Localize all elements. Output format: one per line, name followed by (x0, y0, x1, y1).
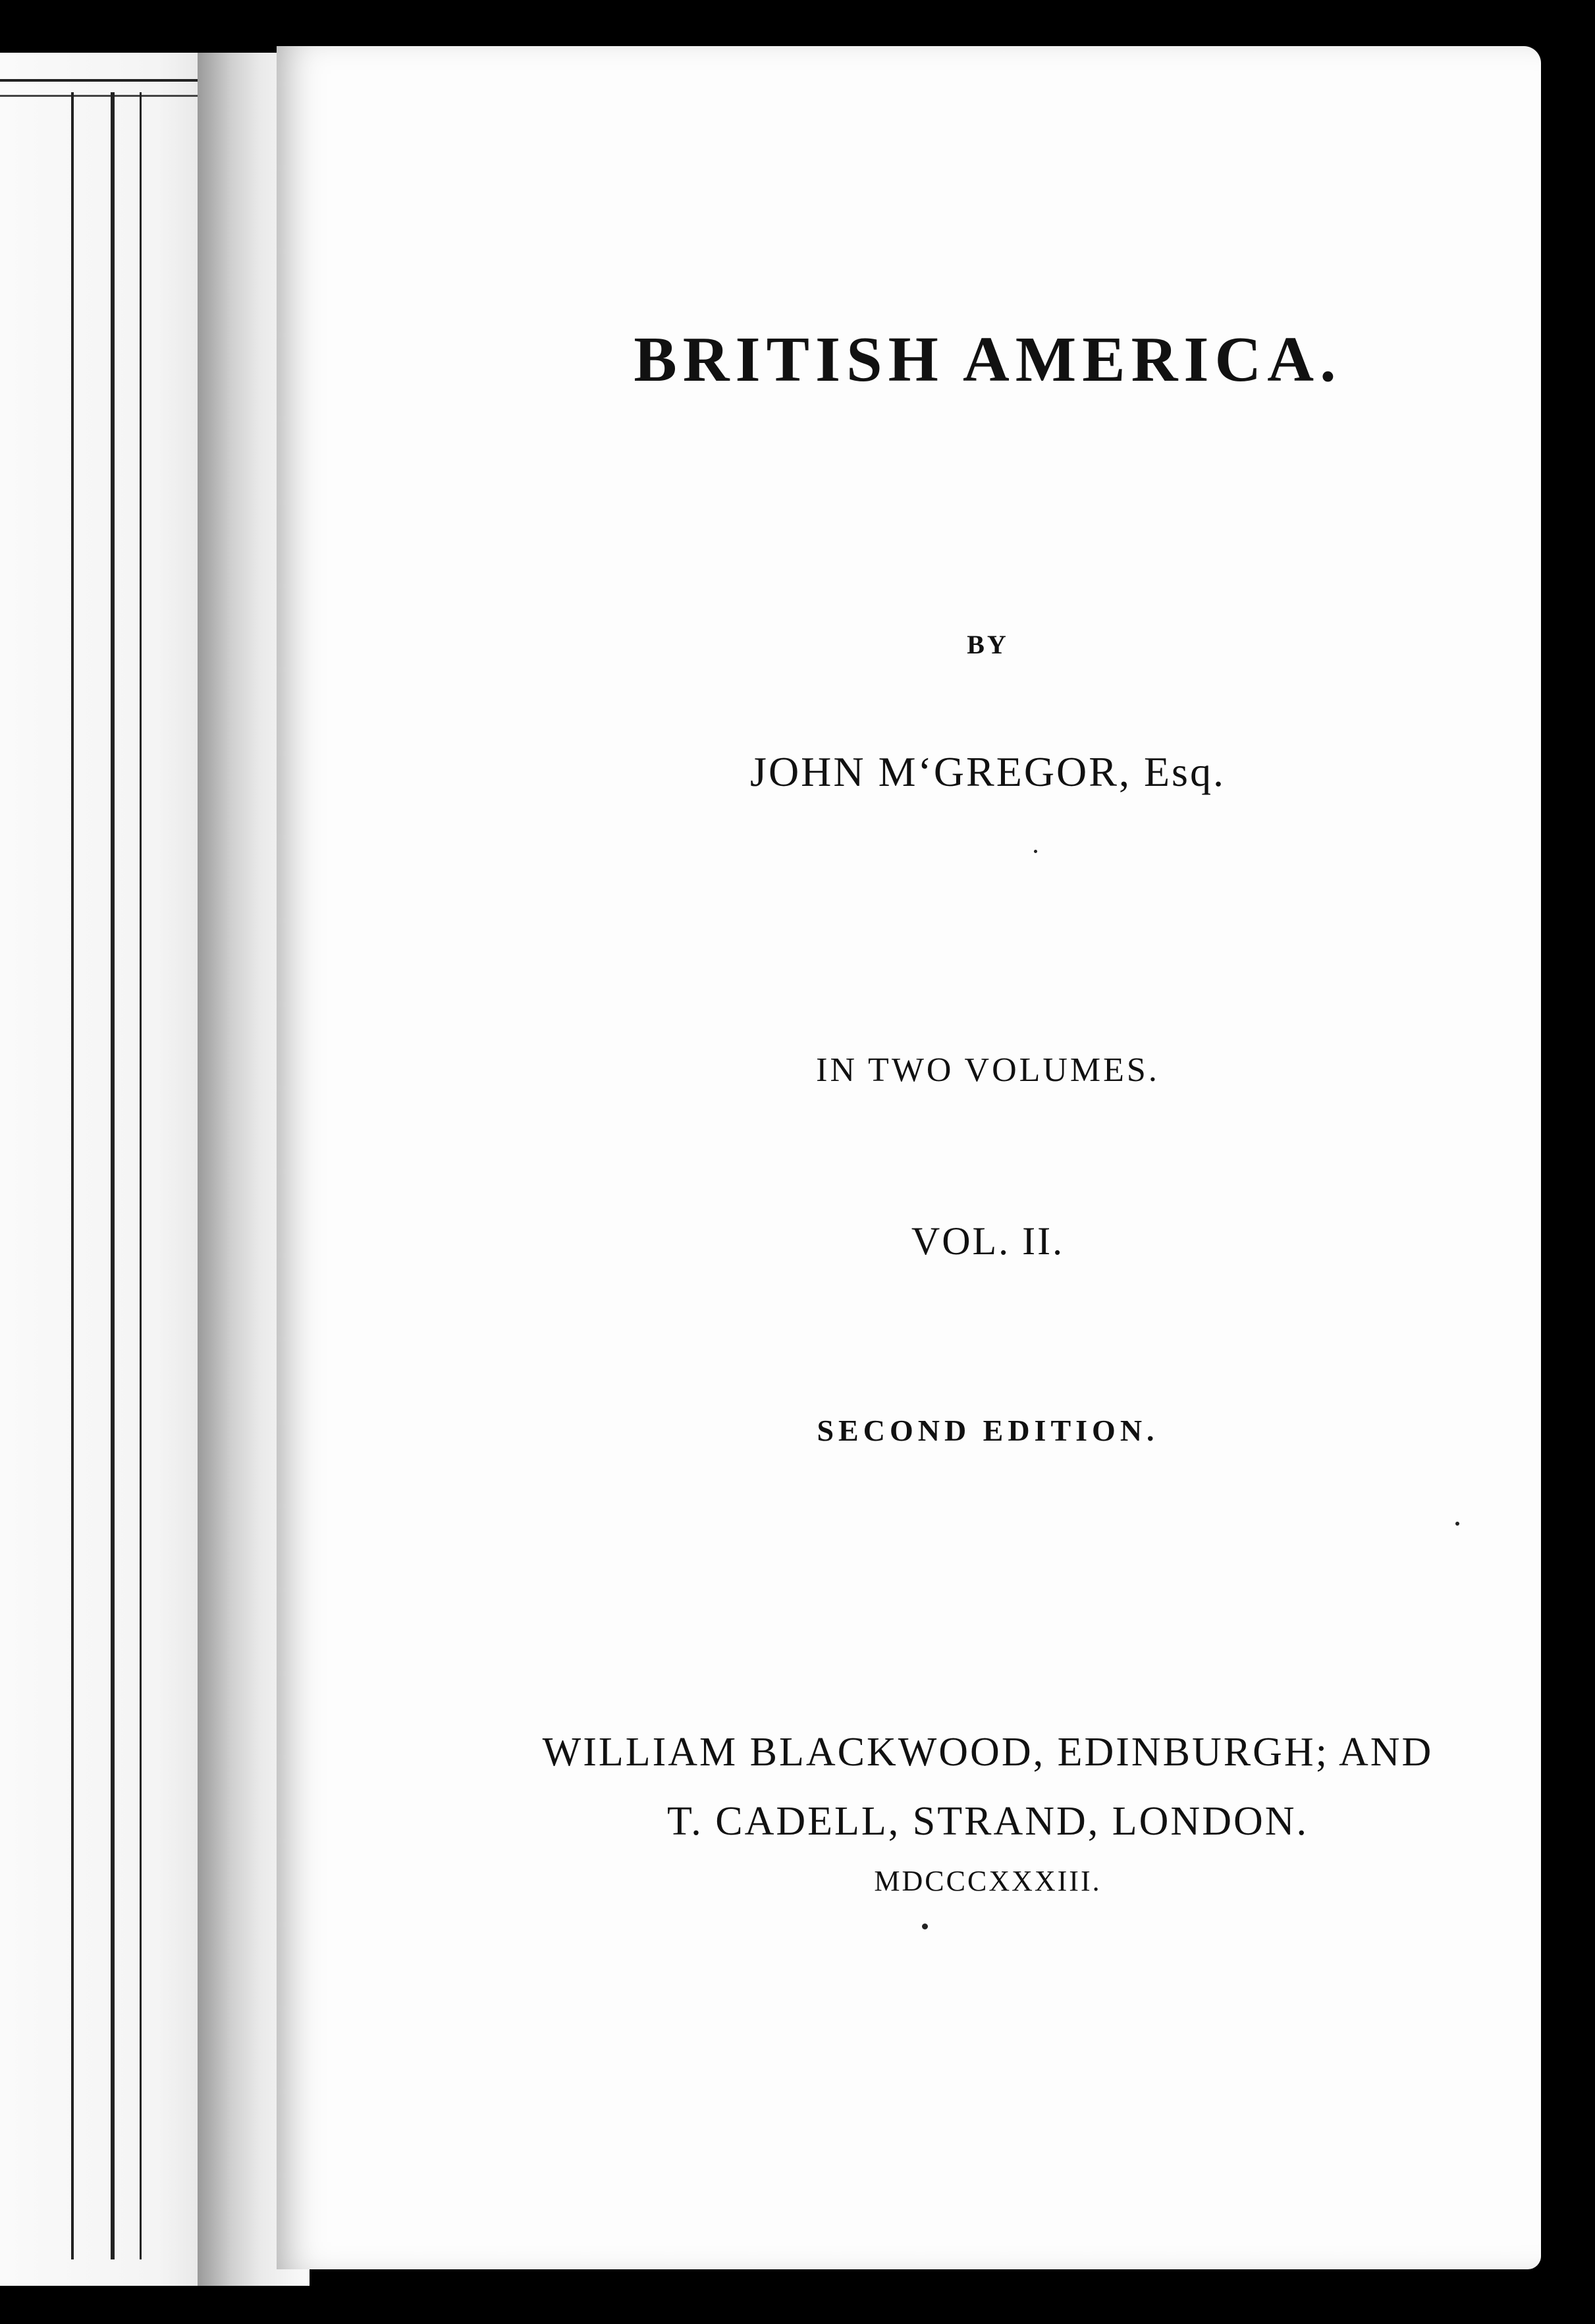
ink-speck (922, 1923, 928, 1929)
leaf-rule (71, 92, 74, 2259)
by-line: BY (967, 630, 1009, 659)
leaf-rule (140, 92, 142, 2259)
title-page (277, 46, 1541, 2269)
publisher-line-1: WILLIAM BLACKWOOD, EDINBURGH; AND (542, 1730, 1434, 1775)
volume-count: IN TWO VOLUMES. (816, 1051, 1160, 1089)
publication-date: MDCCCXXXIII. (874, 1865, 1102, 1897)
leaf-rule (111, 92, 115, 2259)
edition-statement: SECOND EDITION. (817, 1414, 1159, 1447)
publisher-line-2: T. CADELL, STRAND, LONDON. (666, 1799, 1309, 1844)
leaf-top-border (0, 79, 198, 97)
ink-speck (1455, 1522, 1459, 1526)
volume-number: VOL. II. (911, 1219, 1065, 1263)
author-name: JOHN M‘GREGOR, Esq. (750, 748, 1226, 795)
book-title: BRITISH AMERICA. (634, 324, 1342, 395)
ink-speck (1034, 850, 1037, 853)
